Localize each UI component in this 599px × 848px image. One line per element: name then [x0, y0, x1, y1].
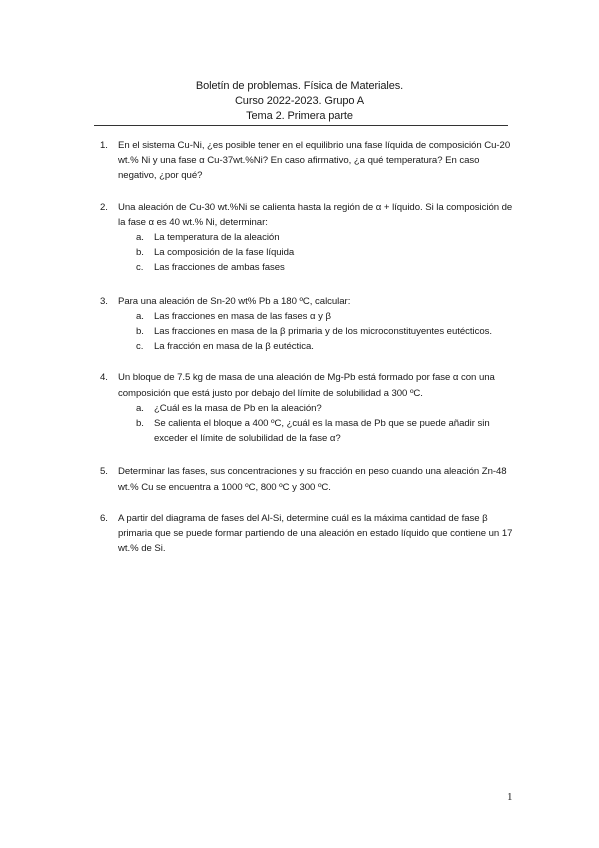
sub-item-text: ¿Cuál es la masa de Pb en la aleación?: [154, 402, 322, 414]
problem-4: [94, 370, 514, 446]
sub-item-label: b.: [136, 418, 144, 430]
sub-item: [118, 309, 514, 324]
problem-number: 4.: [100, 372, 108, 384]
problem-text: Una aleación de Cu-30 wt.%Ni se calienta hasta la región de α + líquido. Si la composición de la fase α es 40 wt.% Ni, determinar:: [118, 201, 513, 228]
sub-item: [118, 401, 514, 416]
sub-item-text: La composición de la fase líquida: [154, 247, 295, 259]
sub-item-text: Las fracciones en masa de la β primaria y de los microconstituyentes eutécticos.: [154, 326, 492, 338]
sub-item-text: Las fracciones en masa de las fases α y β: [154, 310, 331, 322]
header-topic: Tema 2. Primera parte: [246, 110, 353, 122]
problem-text: Para una aleación de Sn-20 wt% Pb a 180 ºC, calcular:: [118, 295, 351, 307]
problem-number: 1.: [100, 140, 108, 151]
problem-text: A partir del diagrama de fases del Al-Si, determine cuál es la máxima cantidad de fase β primaria que se puede formar partiendo de una aleación en estado líquido que contiene un 17 wt.% de Si.: [118, 512, 513, 555]
sub-item-label: a.: [136, 402, 144, 414]
sub-item-label: b.: [136, 247, 144, 259]
problem-5: [94, 464, 514, 494]
problem-6: [94, 511, 514, 557]
problem-list: [94, 138, 514, 556]
problem-number: 5.: [100, 466, 108, 478]
problem-3: [94, 294, 514, 355]
sub-item: [118, 230, 514, 245]
sub-item-text: Se calienta el bloque a 400 ºC, ¿cuál es la masa de Pb que se puede añadir sin exceder el límite de solubilidad de la fase α?: [154, 418, 490, 445]
problem-2: [94, 200, 514, 276]
sub-item-label: c.: [136, 341, 144, 353]
sub-item-label: a.: [136, 310, 144, 322]
page-number: 1: [507, 791, 513, 803]
sub-item: [118, 245, 514, 260]
header-divider: [94, 125, 508, 126]
problem-number: 6.: [100, 512, 108, 524]
sub-item-text: La temperatura de la aleación: [154, 232, 280, 244]
sub-item-text: Las fracciones de ambas fases: [154, 262, 285, 274]
sub-item-text: La fracción en masa de la β eutéctica.: [154, 341, 314, 353]
problem-text: Determinar las fases, sus concentraciones y su fracción en peso cuando una aleación Zn-48 wt.% Cu se encuentra a 1000 ºC, 800 ºC y 300 ºC.: [118, 466, 507, 493]
problem-text: En el sistema Cu-Ni, ¿es posible tener en el equilibrio una fase líquida de composición Cu-20 wt.% Ni y una fase α Cu-37wt.%Ni? En caso afirmativo, ¿a qué temperatura? En caso negativo, ¿por qué?: [118, 140, 511, 182]
problem-number: 3.: [100, 295, 108, 307]
sub-item: [118, 260, 514, 275]
problem-text: Un bloque de 7.5 kg de masa de una aleación de Mg-Pb está formado por fase α con una composición que está justo por debajo del límite de solubilidad a 300 ºC.: [118, 372, 495, 399]
sub-item: [118, 416, 514, 446]
sub-item-label: a.: [136, 232, 144, 244]
sub-item: [118, 339, 514, 354]
problem-number: 2.: [100, 201, 108, 213]
problem-1: [94, 138, 514, 184]
sub-item-label: b.: [136, 326, 144, 338]
sub-item-label: c.: [136, 262, 144, 274]
header-title: Boletín de problemas. Física de Materiales.: [195, 80, 404, 92]
document-header: [0, 79, 599, 124]
header-course: Curso 2022-2023. Grupo A: [234, 95, 365, 107]
sub-item: [118, 324, 514, 339]
